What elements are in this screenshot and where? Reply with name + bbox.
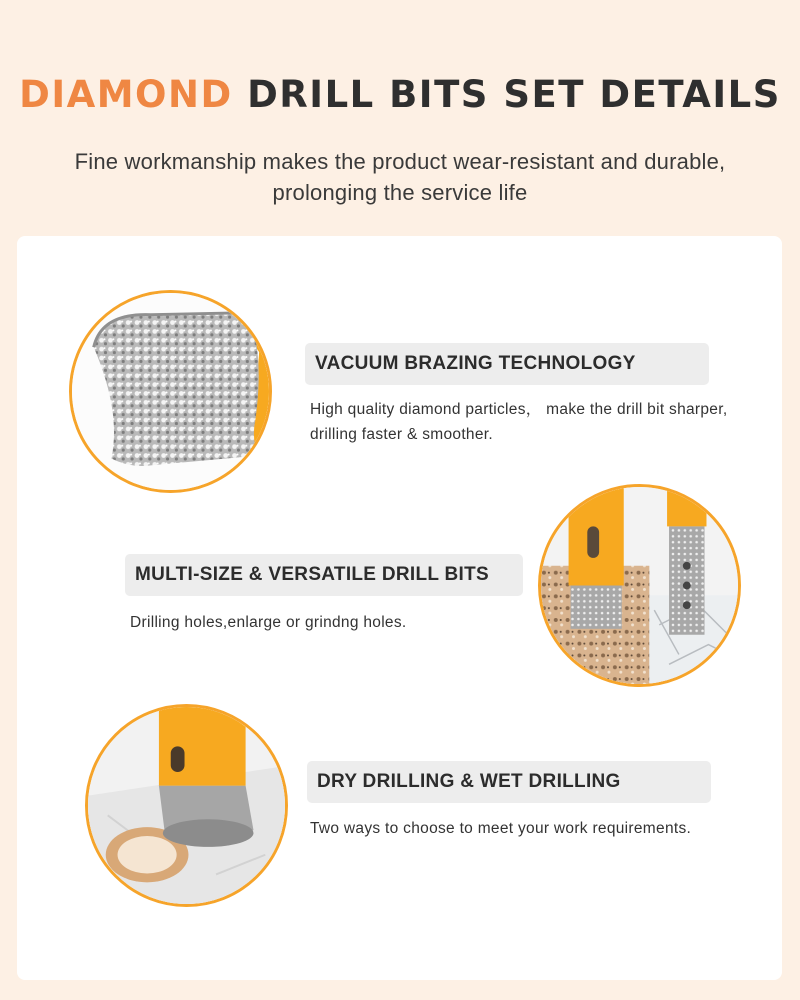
title-accent: DIAMOND — [19, 73, 233, 116]
drill-bits-granite-marble-image — [538, 484, 741, 687]
feature-desc-vacuum-brazing: High quality diamond particles， make the drill bit sharper, drilling faster & smoother. — [310, 401, 728, 443]
feature-desc-dry-wet: Two ways to choose to meet your work requirements. — [310, 820, 692, 837]
diamond-surface-image — [69, 290, 272, 493]
title-rest: DRILL BITS SET DETAILS — [247, 73, 781, 116]
feature-desc-multi-size: Drilling holes,enlarge or grindng holes. — [130, 614, 407, 631]
feature-title-vacuum-brazing: VACUUM BRAZING TECHNOLOGY — [305, 343, 709, 385]
feature-title-multi-size: MULTI-SIZE & VERSATILE DRILL BITS — [125, 554, 523, 596]
feature-title-dry-wet: DRY DRILLING & WET DRILLING — [307, 761, 711, 803]
page-subtitle: Fine workmanship makes the product wear-resistant and durable, prolonging the service life — [74, 149, 726, 205]
core-bit-tile-image — [85, 704, 288, 907]
page-title — [0, 72, 800, 118]
